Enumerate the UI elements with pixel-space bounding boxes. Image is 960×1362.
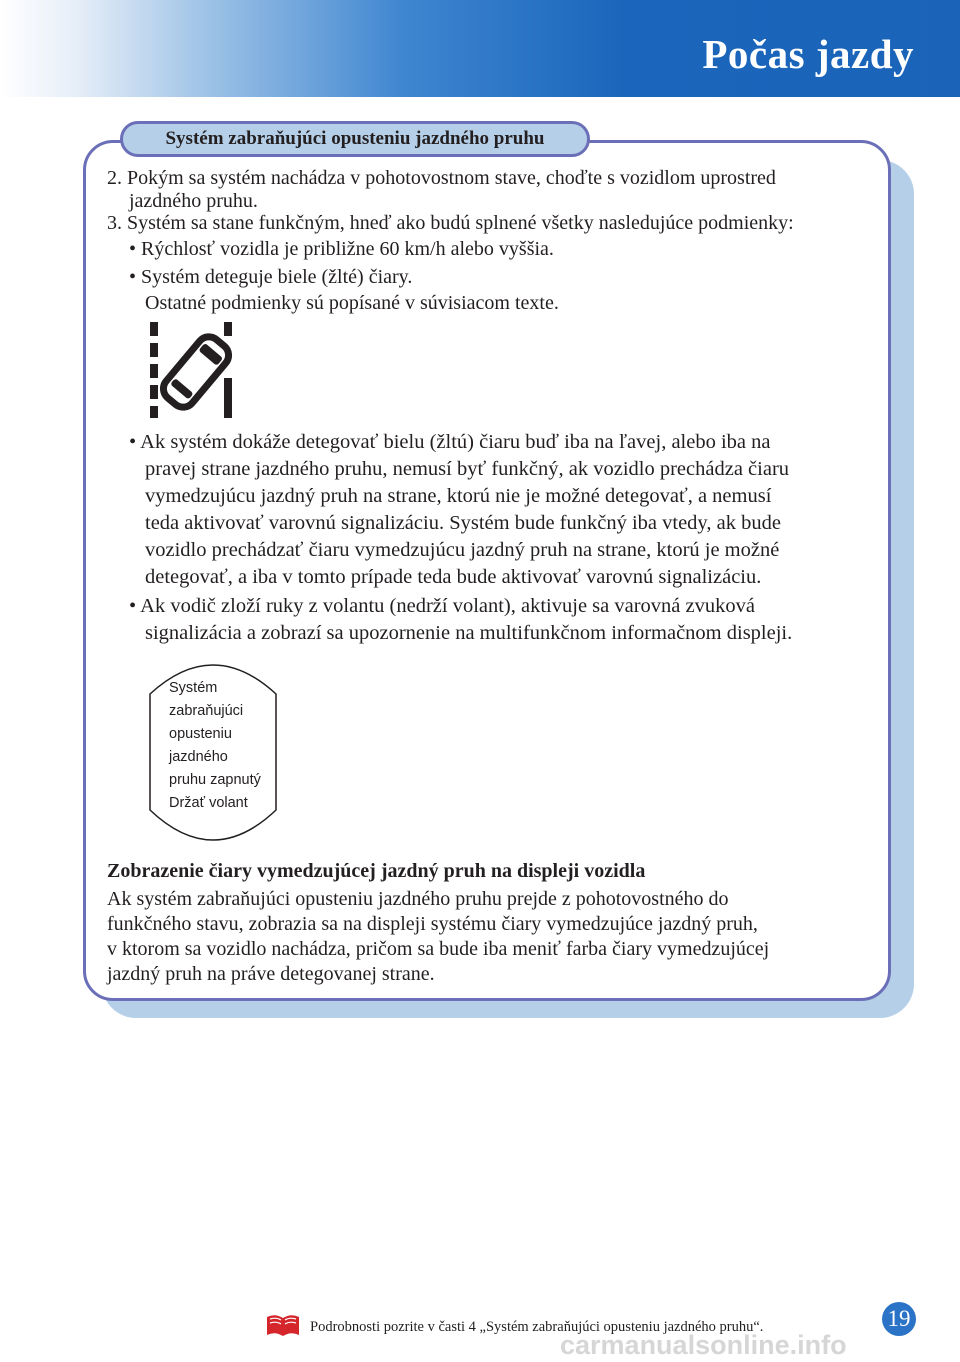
item3: 3. Systém sa stane funkčným, hneď ako budú splnené všetky nasledujúce podmienky: [107,212,794,234]
bullet2-line2: signalizácia a zobrazí sa upozornenie na multifunkčnom informačnom displeji. [145,622,793,644]
display-line-3: opusteniu [169,726,232,742]
subheading: Zobrazenie čiary vymedzujúcej jazdný pruh na displeji vozidla [107,860,646,882]
section-tag: Systém zabraňujúci opusteniu jazdného pruhu [120,121,590,157]
display-message [169,677,261,815]
para-line1: Ak systém zabraňujúci opusteniu jazdného pruhu prejde z pohotovostného do [107,888,729,910]
para-line3: v ktorom sa vozidlo nachádza, pričom sa bude iba meniť farba čiary vymedzujúcej [107,938,770,960]
footer-reference: Podrobnosti pozrite v časti 4 „Systém zabraňujúci opusteniu jazdného pruhu“. [310,1319,764,1335]
watermark: carmanualsonline.info [560,1330,847,1360]
display-line-1: Systém [169,680,218,696]
condition-speed: • Rýchlosť vozidla je približne 60 km/h alebo vyššia. [129,238,554,260]
display-line-6: Držať volant [169,795,248,811]
bullet1-line5: vozidlo prechádzať čiaru vymedzujúcu jazdný pruh na strane, ktorú je možné [145,539,780,561]
page-header [0,0,960,97]
bullet1-line1: • Ak systém dokáže detegovať bielu (žltú) čiaru buď iba na ľavej, alebo iba na [129,431,771,453]
item2-line1: 2. Pokým sa systém nachádza v pohotovostnom stave, choďte s vozidlom uprostred [107,167,776,189]
page-number: 19 [882,1302,916,1336]
item2-line2: jazdného pruhu. [129,190,258,212]
condition-note: Ostatné podmienky sú popísané v súvisiacom texte. [145,292,559,314]
para-line2: funkčného stavu, zobrazia sa na displeji systému čiary vymedzujúce jazdný pruh, [107,913,758,935]
display-line-4: jazdného [169,749,228,765]
bullet1-line3: vymedzujúcu jazdný pruh na strane, ktorú nie je možné detegovať, a nemusí [145,485,772,507]
bullet1-line2: pravej strane jazdného pruhu, nemusí byť funkčný, ak vozidlo prechádza čiaru [145,458,790,480]
bullet2-line1: • Ak vodič zloží ruky z volantu (nedrží volant), aktivuje sa varovná zvuková [129,595,755,617]
display-line-5: pruhu zapnutý [169,772,261,788]
bullet1-line6: detegovať, a iba v tomto prípade teda bude aktivovať varovnú signalizáciu. [145,566,762,588]
page-title: Počas jazdy [702,31,914,77]
bullet1-line4: teda aktivovať varovnú signalizáciu. Systém bude funkčný iba vtedy, ak bude [145,512,781,534]
display-line-2: zabraňujúci [169,703,244,719]
book-icon [266,1313,300,1337]
condition-lines: • Systém deteguje biele (žlté) čiary. [129,266,413,288]
para-line4: jazdný pruh na práve detegovanej strane. [107,963,435,985]
lane-keep-icon [146,320,246,420]
